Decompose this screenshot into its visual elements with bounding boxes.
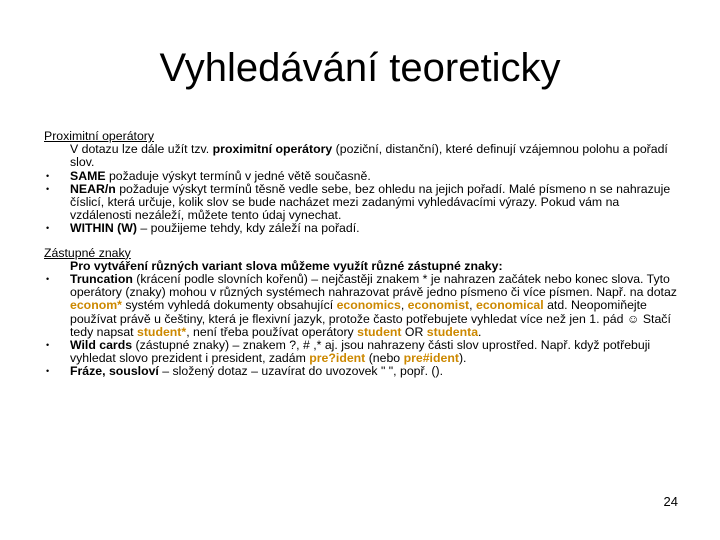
example: studenta: [426, 324, 479, 339]
example: economist: [407, 298, 470, 313]
text: ).: [458, 351, 467, 366]
bullet-icon: •: [46, 366, 50, 377]
example: pre#ident: [403, 351, 459, 366]
section-heading-wildcards: Zástupné znaky: [44, 245, 131, 260]
text: požaduje výskyt termínů v jedné větě současně.: [105, 168, 371, 183]
example: student: [357, 324, 402, 339]
term: Truncation: [70, 272, 133, 287]
text: (krácení podle slovních kořenů) – nejčastěji znakem * je nahrazen začátek nebo konec slova. Tyto operátory (znaky) mohou v různých systémech nahrazovat právě jedno písmeno či více písmen. Např. na dotaz: [70, 272, 677, 300]
bullet-within: [44, 222, 684, 235]
term: SAME: [70, 168, 106, 183]
bullet-icon: •: [46, 183, 50, 194]
bullet-near: [44, 183, 684, 223]
bullet-phrases: [44, 365, 684, 378]
text: OR: [401, 324, 427, 339]
example: economical: [476, 298, 544, 313]
slide-body: [44, 130, 684, 379]
smiley-icon: ☺: [626, 311, 640, 326]
text: ,: [469, 298, 476, 313]
bullet-icon: •: [46, 223, 50, 234]
term: proximitní operátory: [212, 142, 333, 157]
bullet-icon: •: [46, 274, 50, 285]
page-number: 24: [663, 494, 678, 509]
text: (poziční, distanční), které definují vzájemnou polohu a pořadí slov.: [70, 142, 668, 170]
term: WITHIN (W): [70, 221, 137, 236]
example: pre?ident: [309, 351, 366, 366]
text: V dotazu lze dále užít tzv.: [70, 142, 213, 157]
text: systém vyhledá dokumenty obsahující: [121, 298, 337, 313]
text: , není třeba používat operátory: [186, 324, 358, 339]
spacer: [44, 236, 684, 247]
text: Stačí tedy napsat: [70, 311, 671, 339]
bullet-icon: •: [46, 170, 50, 181]
example: student*: [137, 324, 187, 339]
example: economics: [336, 298, 401, 313]
wildcards-intro: Pro vytváření různých variant slova můžeme využít různé zástupné znaky:: [70, 258, 503, 273]
text: ,: [400, 298, 408, 313]
term: Fráze, sousloví: [70, 364, 159, 379]
text: – složený dotaz – uzavírat do uvozovek " ", popř. ().: [158, 364, 444, 379]
text: atd. Neopomiňejte používat právě u češtiny, která je flexivní jazyk, protože často potřebujete vyhledat více než jen 1. pád: [70, 298, 647, 326]
text: požaduje výskyt termínů těsně vedle sebe, bez ohledu na jejich pořadí. Malé písmeno n se nahrazuje číslicí, která určuje, kolik slov se bude nacházet mezi zadanými vyhledávacími výrazy. Pokud vám na vzdálenosti nezáleží, můžete tento údaj vynechat.: [70, 181, 671, 223]
text: (nebo: [365, 351, 404, 366]
bullet-wildcards: [44, 339, 684, 365]
section-heading-proximity: Proximitní operátory: [44, 129, 155, 143]
text: (zástupné znaky) – znakem ?, # ,* aj. jsou nahrazeny části slov uprostřed. Např. když potřebuji vyhledat slovo prezident i president, zadám: [70, 338, 651, 366]
example: econom*: [70, 298, 122, 313]
proximity-intro: [44, 143, 684, 169]
term: NEAR/n: [70, 181, 116, 196]
slide-title: Vyhledávání teoreticky: [159, 46, 561, 90]
text: .: [478, 324, 482, 339]
term: Wild cards: [70, 338, 133, 353]
bullet-truncation: [44, 273, 684, 339]
bullet-icon: •: [46, 340, 50, 351]
text: – použijeme tehdy, kdy záleží na pořadí.: [136, 221, 360, 236]
